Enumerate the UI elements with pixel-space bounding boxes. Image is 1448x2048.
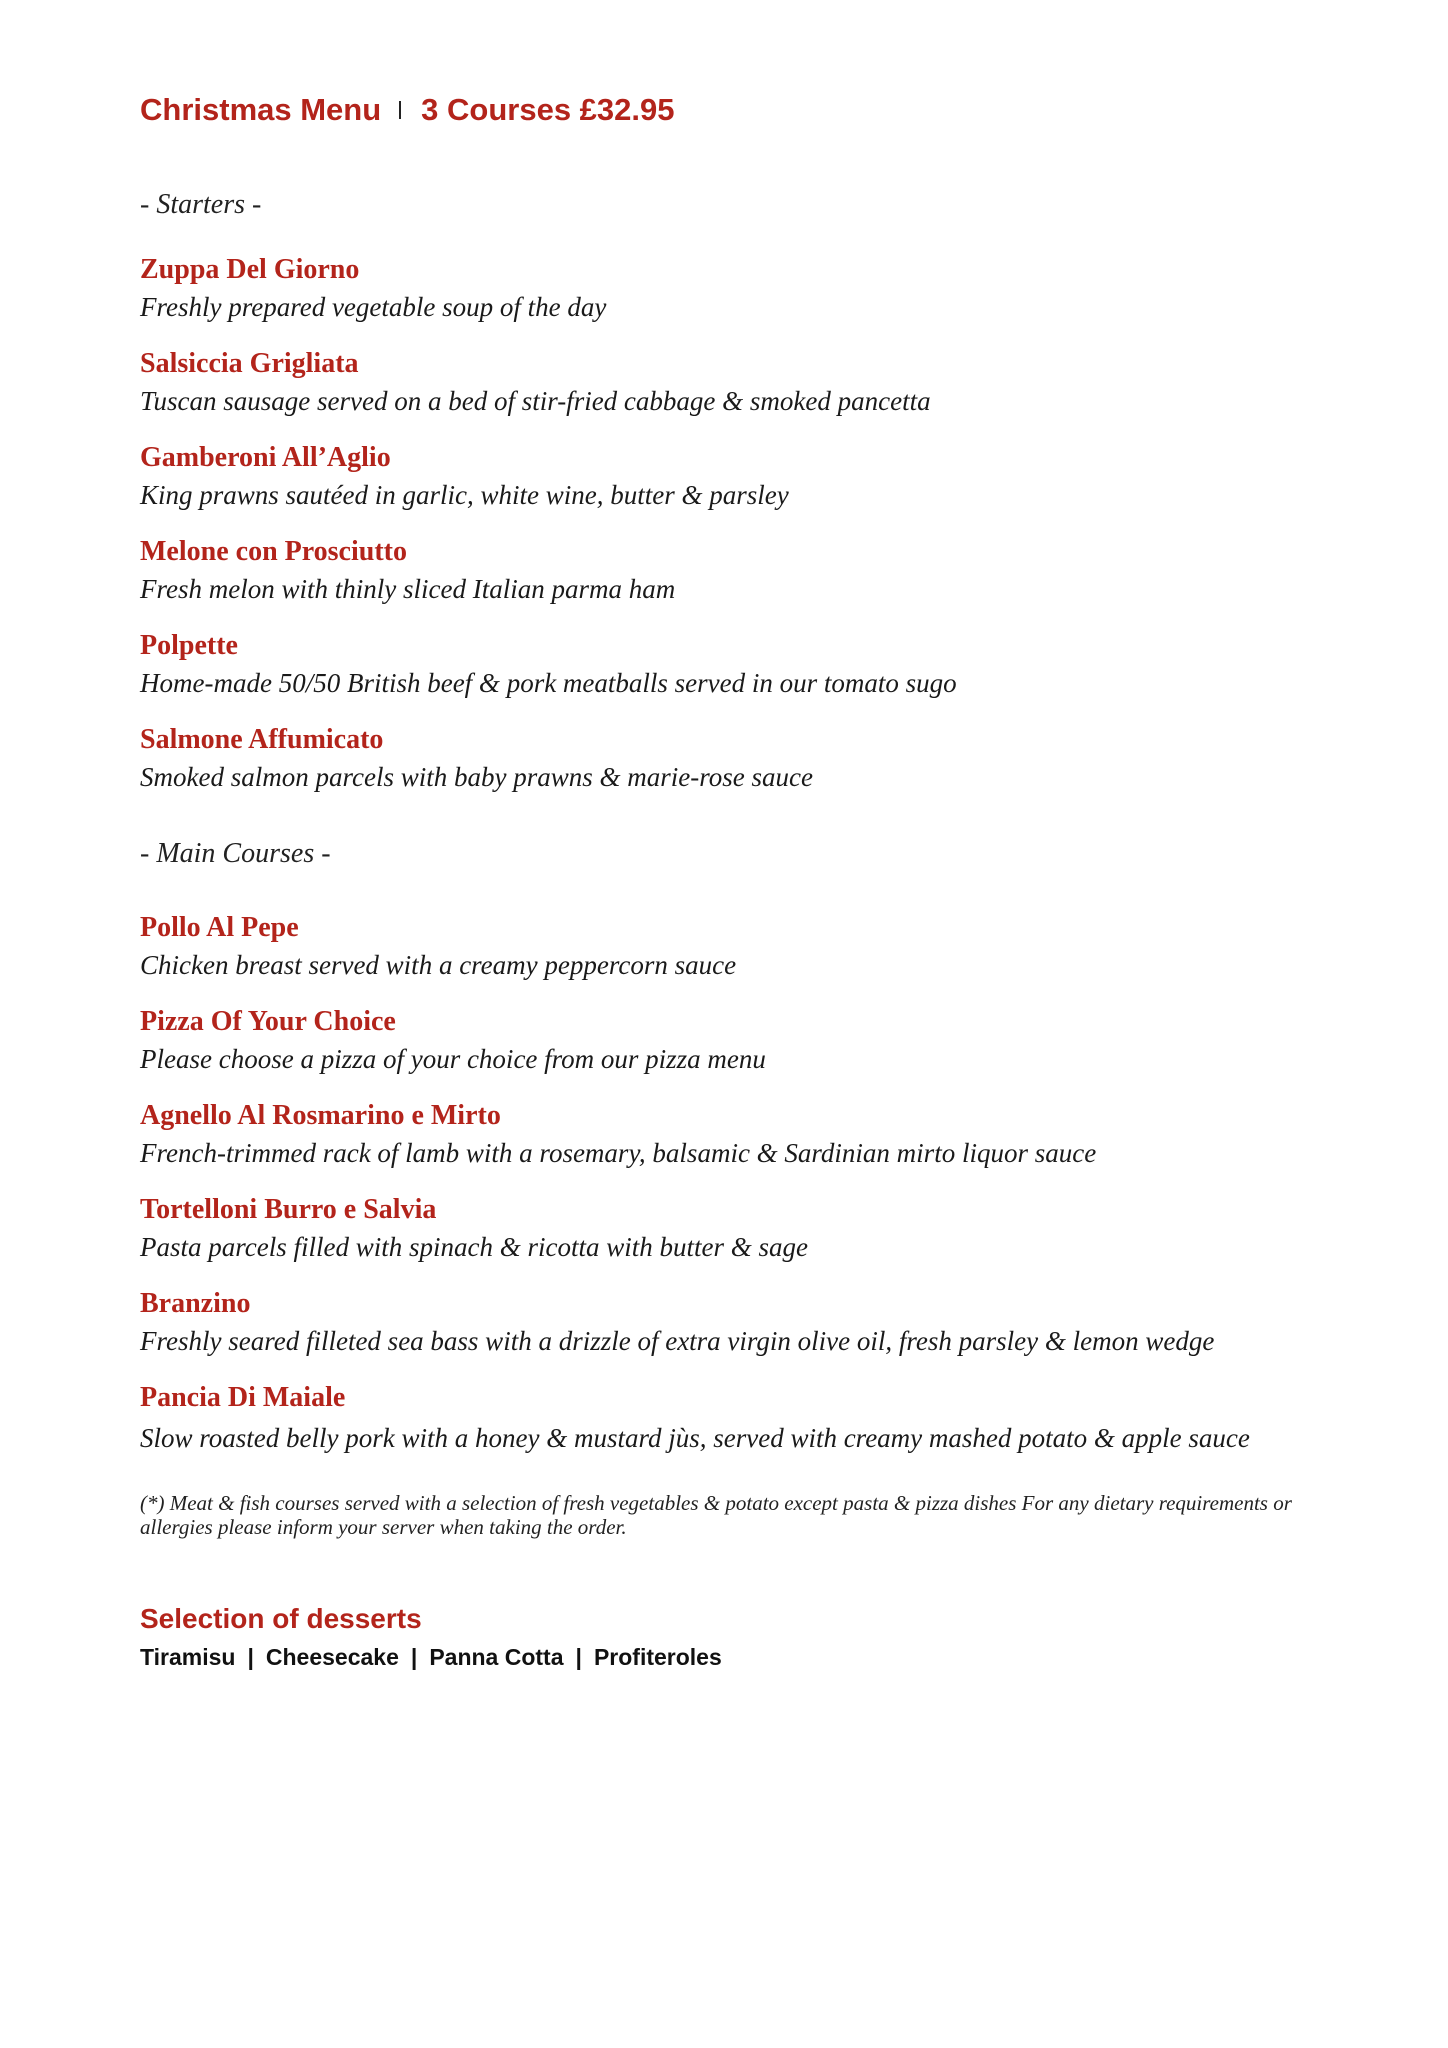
- starters-heading: - Starters -: [140, 189, 262, 220]
- item-name: Melone con Prosciutto: [140, 536, 407, 567]
- item-description: Pasta parcels filled with spinach & ricotta with butter & sage: [140, 1232, 808, 1262]
- item-description: King prawns sautéed in garlic, white wine, butter & parsley: [140, 480, 789, 510]
- starters-list: [140, 253, 1330, 797]
- dessert-item: Panna Cotta: [429, 1644, 564, 1670]
- item-name: Salmone Affumicato: [140, 724, 384, 755]
- item-name: Gamberoni All’Aglio: [140, 442, 391, 473]
- menu-header: [140, 88, 1330, 132]
- menu-item: [140, 1193, 1330, 1267]
- menu-item: [140, 253, 1330, 327]
- header-divider: [399, 101, 401, 119]
- desserts-heading: Selection of desserts: [140, 1603, 422, 1634]
- item-description: Smoked salmon parcels with baby prawns & marie-rose sauce: [140, 762, 813, 792]
- menu-title: Christmas Menu: [140, 92, 382, 127]
- menu-item: [140, 535, 1330, 609]
- item-name: Pizza Of Your Choice: [140, 1006, 396, 1037]
- menu-price: 3 Courses £32.95: [421, 92, 675, 127]
- menu-item: [140, 1287, 1330, 1361]
- item-name: Pancia Di Maiale: [140, 1382, 346, 1413]
- menu-item: [140, 441, 1330, 515]
- item-name: Polpette: [140, 630, 238, 661]
- menu-page: [140, 88, 1330, 1673]
- desserts-list: [140, 1641, 1330, 1673]
- item-name: Zuppa Del Giorno: [140, 254, 360, 285]
- item-name: Branzino: [140, 1288, 251, 1319]
- dessert-divider: |: [575, 1644, 582, 1670]
- item-description: Freshly prepared vegetable soup of the day: [140, 292, 607, 322]
- menu-item: [140, 629, 1330, 703]
- dessert-item: Cheesecake: [265, 1644, 399, 1670]
- item-description: Chicken breast served with a creamy peppercorn sauce: [140, 950, 737, 980]
- item-description: Slow roasted belly pork with a honey & mustard jùs, served with creamy mashed potato & apple sauce: [140, 1423, 1250, 1453]
- item-description: Freshly seared filleted sea bass with a drizzle of extra virgin olive oil, fresh parsley & lemon wedge: [140, 1326, 1215, 1356]
- menu-item: [140, 347, 1330, 421]
- dessert-item: Tiramisu: [140, 1644, 236, 1670]
- item-description: French-trimmed rack of lamb with a rosemary, balsamic & Sardinian mirto liquor sauce: [140, 1138, 1097, 1168]
- item-name: Tortelloni Burro e Salvia: [140, 1194, 437, 1225]
- item-description: Fresh melon with thinly sliced Italian parma ham: [140, 574, 676, 604]
- menu-item: [140, 1381, 1330, 1461]
- menu-item: [140, 723, 1330, 797]
- item-description: Please choose a pizza of your choice from our pizza menu: [140, 1044, 766, 1074]
- item-name: Pollo Al Pepe: [140, 912, 299, 943]
- dessert-item: Profiteroles: [593, 1644, 722, 1670]
- item-name: Agnello Al Rosmarino e Mirto: [140, 1100, 501, 1131]
- mains-heading: - Main Courses -: [140, 838, 331, 869]
- item-description: Home-made 50/50 British beef & pork meatballs served in our tomato sugo: [140, 668, 957, 698]
- menu-item: [140, 1005, 1330, 1079]
- item-description: Tuscan sausage served on a bed of stir-fried cabbage & smoked pancetta: [140, 386, 931, 416]
- dessert-divider: |: [410, 1644, 418, 1670]
- dessert-divider: |: [247, 1644, 254, 1670]
- menu-item: [140, 1099, 1330, 1173]
- menu-item: [140, 911, 1330, 985]
- dietary-note: (*) Meat & fish courses served with a selection of fresh vegetables & potato except pasta & pizza dishes For any dietary requirements or allergies please inform your server when taking the order.: [140, 1491, 1292, 1539]
- item-name: Salsiccia Grigliata: [140, 348, 359, 379]
- mains-list: [140, 911, 1330, 1461]
